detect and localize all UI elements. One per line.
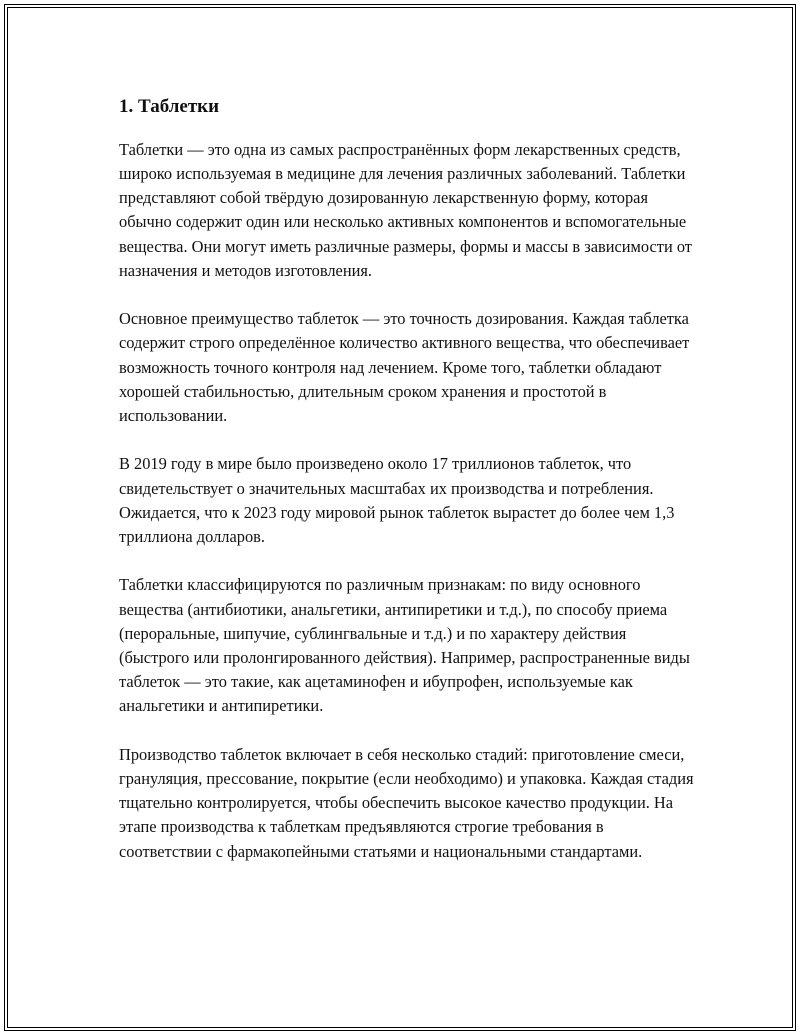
- section-heading: 1. Таблетки: [119, 96, 220, 117]
- paragraph: Основное преимущество таблеток — это точность дозирования. Каждая таблетка содержит строго определённое количество активного вещества, что обеспечивает возможность точного контроля над лечением. Кроме того, таблетки обладают хорошей стабильностью, длительным сроком хранения и простотой в использовании.: [119, 309, 690, 425]
- paragraph: Таблетки — это одна из самых распространённых форм лекарственных средств, широко используемая в медицине для лечения различных заболеваний. Таблетки представляют собой твёрдую дозированную лекарственную форму, которая обычно содержит один или несколько активных компонентов и вспомогательные вещества. Они могут иметь различные размеры, формы и массы в зависимости от назначения и методов изготовления.: [119, 139, 692, 280]
- paragraph: Таблетки классифицируются по различным признакам: по виду основного вещества (антибиотики, анальгетики, антипиретики и т.д.), по способу приема (пероральные, шипучие, сублингвальные и т.д.) и по характеру действия (быстрого или пролонгированного действия). Например, распространенные виды таблеток — это такие, как ацетаминофен и ибупрофен, используемые как анальгетики и антипиретики.: [119, 575, 690, 716]
- paragraph: Производство таблеток включает в себя несколько стадий: приготовление смеси, грануляция, прессование, покрытие (если необходимо) и упаковка. Каждая стадия тщательно контролируется, чтобы обеспечить высокое качество продукции. На этапе производства к таблеткам предъявляются строгие требования в соответствии с фармакопейными статьями и национальными стандартами.: [119, 744, 694, 861]
- document-page: [4, 4, 796, 1031]
- paragraph: В 2019 году в мире было произведено около 17 триллионов таблеток, что свидетельствует о значительных масштабах их производства и потребления. Ожидается, что к 2023 году мировой рынок таблеток вырастет до более чем 1,3 триллиона долларов.: [119, 454, 675, 546]
- document-body: [119, 95, 699, 888]
